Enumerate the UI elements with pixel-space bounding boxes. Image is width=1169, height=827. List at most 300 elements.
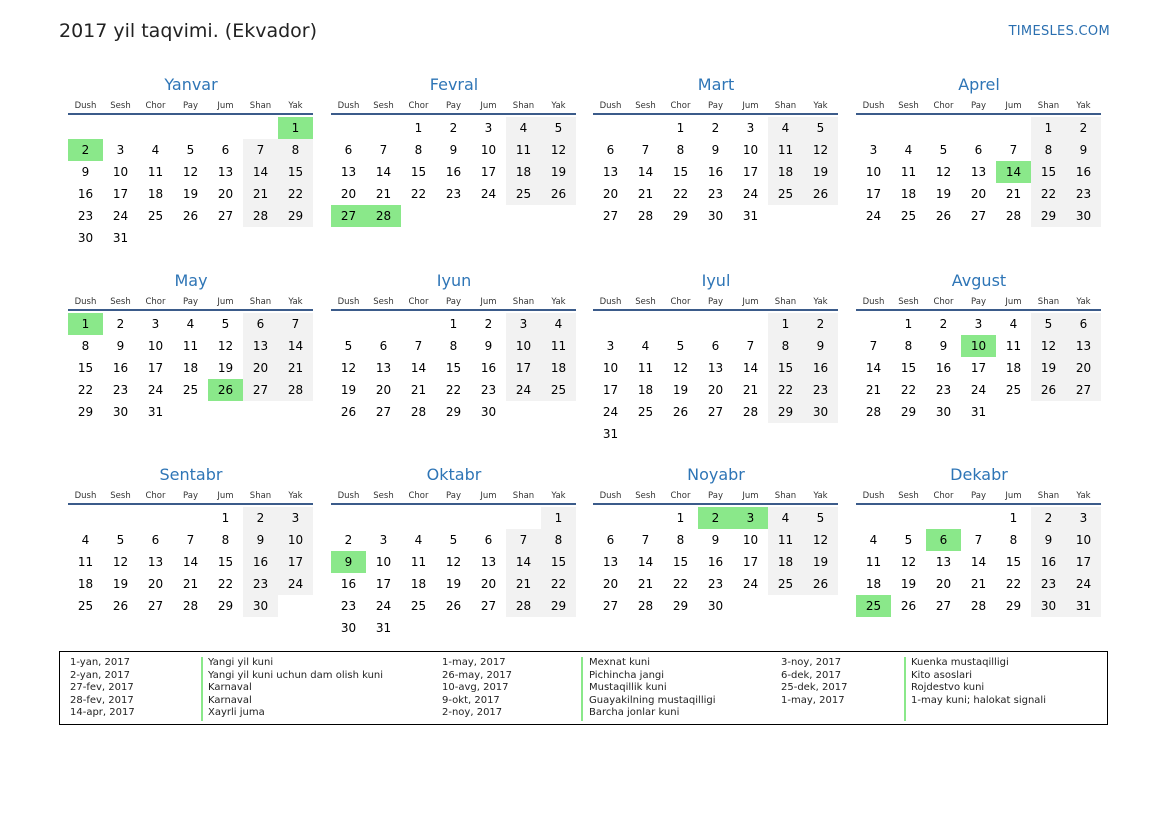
calendar-day[interactable]: 14: [637, 165, 654, 179]
calendar-day[interactable]: 29: [768, 401, 803, 423]
calendar-day[interactable]: 31: [742, 209, 759, 223]
calendar-day[interactable]: 16: [480, 361, 497, 375]
calendar-day[interactable]: 24: [602, 405, 619, 419]
calendar-day[interactable]: 22: [77, 383, 94, 397]
calendar-day[interactable]: 6: [221, 143, 230, 157]
calendar-day[interactable]: 14: [865, 361, 882, 375]
calendar-day[interactable]: 8: [676, 143, 685, 157]
calendar-day[interactable]: 1: [676, 121, 685, 135]
calendar-day[interactable]: 9: [939, 339, 948, 353]
calendar-day[interactable]: 7: [641, 533, 650, 547]
calendar-day[interactable]: 14: [182, 555, 199, 569]
calendar-day[interactable]: 15: [445, 361, 462, 375]
calendar-day[interactable]: 4: [869, 533, 878, 547]
calendar-day[interactable]: 24: [278, 573, 313, 595]
calendar-day[interactable]: 25: [768, 183, 803, 205]
calendar-day[interactable]: 7: [243, 139, 278, 161]
calendar-day[interactable]: 2: [1031, 507, 1066, 529]
calendar-day[interactable]: 8: [81, 339, 90, 353]
calendar-day[interactable]: 1: [1031, 117, 1066, 139]
calendar-day[interactable]: 31: [602, 427, 619, 441]
calendar-day[interactable]: 20: [375, 383, 392, 397]
calendar-day[interactable]: 10: [147, 339, 164, 353]
calendar-day[interactable]: 23: [935, 383, 952, 397]
calendar-day[interactable]: 13: [147, 555, 164, 569]
calendar-day[interactable]: 16: [1066, 161, 1101, 183]
calendar-day[interactable]: 26: [112, 599, 129, 613]
calendar-day[interactable]: 12: [340, 361, 357, 375]
calendar-day[interactable]: 11: [1005, 339, 1022, 353]
calendar-day[interactable]: 11: [506, 139, 541, 161]
calendar-day[interactable]: 7: [414, 339, 423, 353]
calendar-day[interactable]: 5: [803, 507, 838, 529]
calendar-day[interactable]: 22: [672, 577, 689, 591]
calendar-day[interactable]: 6: [974, 143, 983, 157]
calendar-day[interactable]: 8: [1009, 533, 1018, 547]
calendar-day[interactable]: 11: [900, 165, 917, 179]
calendar-day[interactable]: 13: [340, 165, 357, 179]
calendar-day[interactable]: 11: [182, 339, 199, 353]
calendar-day[interactable]: 4: [151, 143, 160, 157]
calendar-day[interactable]: 22: [672, 187, 689, 201]
calendar-day[interactable]: 29: [672, 599, 689, 613]
calendar-day[interactable]: 21: [1005, 187, 1022, 201]
calendar-day[interactable]: 29: [900, 405, 917, 419]
calendar-day[interactable]: 27: [480, 599, 497, 613]
calendar-day[interactable]: 27: [602, 599, 619, 613]
calendar-day[interactable]: 30: [707, 209, 724, 223]
calendar-day[interactable]: 11: [541, 335, 576, 357]
calendar-day[interactable]: 13: [602, 555, 619, 569]
calendar-day[interactable]: 23: [340, 599, 357, 613]
calendar-day[interactable]: 7: [278, 313, 313, 335]
calendar-day[interactable]: 21: [410, 383, 427, 397]
calendar-day[interactable]: 5: [1031, 313, 1066, 335]
calendar-day[interactable]: 23: [112, 383, 129, 397]
calendar-day[interactable]: 30: [935, 405, 952, 419]
calendar-day[interactable]: 7: [869, 339, 878, 353]
calendar-day[interactable]: 18: [506, 161, 541, 183]
calendar-day[interactable]: 13: [707, 361, 724, 375]
calendar-day[interactable]: 16: [77, 187, 94, 201]
calendar-day[interactable]: 25: [768, 573, 803, 595]
calendar-day[interactable]: 12: [182, 165, 199, 179]
calendar-day[interactable]: 8: [676, 533, 685, 547]
calendar-day[interactable]: 23: [1066, 183, 1101, 205]
calendar-day[interactable]: 20: [217, 187, 234, 201]
calendar-day[interactable]: 28: [410, 405, 427, 419]
calendar-day[interactable]: 16: [707, 555, 724, 569]
calendar-day[interactable]: 24: [147, 383, 164, 397]
calendar-day[interactable]: 20: [147, 577, 164, 591]
calendar-day[interactable]: 6: [606, 143, 615, 157]
calendar-day[interactable]: 25: [506, 183, 541, 205]
calendar-day[interactable]: 16: [935, 361, 952, 375]
calendar-day[interactable]: 2: [1066, 117, 1101, 139]
calendar-day[interactable]: 20: [480, 577, 497, 591]
calendar-day[interactable]: 28: [506, 595, 541, 617]
calendar-day[interactable]: 15: [1031, 161, 1066, 183]
calendar-day[interactable]: 21: [375, 187, 392, 201]
calendar-day[interactable]: 1: [449, 317, 458, 331]
calendar-day[interactable]: 17: [375, 577, 392, 591]
calendar-day[interactable]: 15: [672, 165, 689, 179]
calendar-day[interactable]: 4: [186, 317, 195, 331]
calendar-day[interactable]: 12: [672, 361, 689, 375]
calendar-day[interactable]: 20: [970, 187, 987, 201]
calendar-day[interactable]: 12: [541, 139, 576, 161]
calendar-day[interactable]: 6: [711, 339, 720, 353]
calendar-day[interactable]: 14: [375, 165, 392, 179]
calendar-day[interactable]: 3: [746, 121, 755, 135]
calendar-day[interactable]: 16: [1031, 551, 1066, 573]
calendar-day[interactable]: 5: [116, 533, 125, 547]
calendar-day[interactable]: 19: [541, 161, 576, 183]
calendar-day[interactable]: 10: [480, 143, 497, 157]
calendar-day[interactable]: 29: [278, 205, 313, 227]
calendar-day[interactable]: 17: [480, 165, 497, 179]
calendar-day[interactable]: 25: [541, 379, 576, 401]
calendar-day[interactable]: 29: [672, 209, 689, 223]
calendar-day[interactable]: 1: [904, 317, 913, 331]
calendar-day[interactable]: 9: [484, 339, 493, 353]
calendar-day[interactable]: 6: [379, 339, 388, 353]
calendar-day[interactable]: 29: [1005, 599, 1022, 613]
holiday-day[interactable]: 26: [208, 379, 243, 401]
holiday-day[interactable]: 1: [68, 313, 103, 335]
calendar-day[interactable]: 31: [147, 405, 164, 419]
calendar-day[interactable]: 13: [970, 165, 987, 179]
calendar-day[interactable]: 24: [742, 187, 759, 201]
calendar-day[interactable]: 7: [506, 529, 541, 551]
calendar-day[interactable]: 20: [602, 187, 619, 201]
calendar-day[interactable]: 28: [742, 405, 759, 419]
calendar-day[interactable]: 26: [1031, 379, 1066, 401]
calendar-day[interactable]: 3: [1066, 507, 1101, 529]
calendar-day[interactable]: 29: [1031, 205, 1066, 227]
calendar-day[interactable]: 19: [1031, 357, 1066, 379]
calendar-day[interactable]: 7: [186, 533, 195, 547]
calendar-day[interactable]: 3: [484, 121, 493, 135]
calendar-day[interactable]: 22: [410, 187, 427, 201]
calendar-day[interactable]: 8: [1031, 139, 1066, 161]
calendar-day[interactable]: 11: [768, 139, 803, 161]
calendar-day[interactable]: 11: [768, 529, 803, 551]
calendar-day[interactable]: 4: [81, 533, 90, 547]
calendar-day[interactable]: 12: [803, 139, 838, 161]
calendar-day[interactable]: 3: [379, 533, 388, 547]
calendar-day[interactable]: 27: [1066, 379, 1101, 401]
calendar-day[interactable]: 27: [707, 405, 724, 419]
calendar-day[interactable]: 24: [112, 209, 129, 223]
calendar-day[interactable]: 24: [742, 577, 759, 591]
calendar-day[interactable]: 23: [707, 577, 724, 591]
calendar-day[interactable]: 24: [970, 383, 987, 397]
calendar-day[interactable]: 20: [1066, 357, 1101, 379]
calendar-day[interactable]: 2: [116, 317, 125, 331]
holiday-day[interactable]: 9: [331, 551, 366, 573]
calendar-day[interactable]: 22: [768, 379, 803, 401]
calendar-day[interactable]: 7: [746, 339, 755, 353]
calendar-day[interactable]: 12: [900, 555, 917, 569]
calendar-day[interactable]: 29: [445, 405, 462, 419]
calendar-day[interactable]: 26: [900, 599, 917, 613]
calendar-day[interactable]: 15: [1005, 555, 1022, 569]
calendar-day[interactable]: 1: [221, 511, 230, 525]
calendar-day[interactable]: 17: [278, 551, 313, 573]
calendar-day[interactable]: 4: [904, 143, 913, 157]
calendar-day[interactable]: 3: [869, 143, 878, 157]
holiday-day[interactable]: 6: [926, 529, 961, 551]
calendar-day[interactable]: 9: [81, 165, 90, 179]
calendar-day[interactable]: 29: [77, 405, 94, 419]
calendar-day[interactable]: 3: [116, 143, 125, 157]
calendar-day[interactable]: 7: [379, 143, 388, 157]
calendar-day[interactable]: 11: [637, 361, 654, 375]
calendar-day[interactable]: 30: [1066, 205, 1101, 227]
calendar-day[interactable]: 11: [410, 555, 427, 569]
calendar-day[interactable]: 28: [637, 599, 654, 613]
calendar-day[interactable]: 17: [970, 361, 987, 375]
calendar-day[interactable]: 16: [707, 165, 724, 179]
calendar-day[interactable]: 30: [243, 595, 278, 617]
calendar-day[interactable]: 15: [410, 165, 427, 179]
calendar-day[interactable]: 8: [414, 143, 423, 157]
calendar-day[interactable]: 22: [1005, 577, 1022, 591]
calendar-day[interactable]: 26: [935, 209, 952, 223]
holiday-day[interactable]: 27: [331, 205, 366, 227]
calendar-day[interactable]: 25: [1005, 383, 1022, 397]
calendar-day[interactable]: 17: [602, 383, 619, 397]
calendar-day[interactable]: 18: [147, 187, 164, 201]
calendar-day[interactable]: 23: [77, 209, 94, 223]
calendar-day[interactable]: 16: [445, 165, 462, 179]
calendar-day[interactable]: 6: [1066, 313, 1101, 335]
calendar-day[interactable]: 10: [742, 533, 759, 547]
calendar-day[interactable]: 30: [112, 405, 129, 419]
calendar-day[interactable]: 14: [637, 555, 654, 569]
holiday-day[interactable]: 2: [68, 139, 103, 161]
calendar-day[interactable]: 7: [641, 143, 650, 157]
calendar-day[interactable]: 14: [970, 555, 987, 569]
calendar-day[interactable]: 27: [970, 209, 987, 223]
calendar-day[interactable]: 13: [1066, 335, 1101, 357]
calendar-day[interactable]: 28: [1005, 209, 1022, 223]
calendar-day[interactable]: 12: [803, 529, 838, 551]
calendar-day[interactable]: 26: [445, 599, 462, 613]
calendar-day[interactable]: 23: [707, 187, 724, 201]
calendar-day[interactable]: 27: [375, 405, 392, 419]
calendar-day[interactable]: 24: [506, 379, 541, 401]
calendar-day[interactable]: 14: [278, 335, 313, 357]
calendar-day[interactable]: 23: [445, 187, 462, 201]
calendar-day[interactable]: 27: [217, 209, 234, 223]
calendar-day[interactable]: 4: [414, 533, 423, 547]
calendar-day[interactable]: 19: [112, 577, 129, 591]
calendar-day[interactable]: 24: [865, 209, 882, 223]
calendar-day[interactable]: 18: [77, 577, 94, 591]
calendar-day[interactable]: 15: [900, 361, 917, 375]
calendar-day[interactable]: 21: [742, 383, 759, 397]
calendar-day[interactable]: 1: [1009, 511, 1018, 525]
calendar-day[interactable]: 5: [186, 143, 195, 157]
calendar-day[interactable]: 30: [480, 405, 497, 419]
calendar-day[interactable]: 26: [803, 183, 838, 205]
calendar-day[interactable]: 27: [602, 209, 619, 223]
calendar-day[interactable]: 19: [803, 551, 838, 573]
calendar-day[interactable]: 10: [602, 361, 619, 375]
calendar-day[interactable]: 4: [541, 313, 576, 335]
holiday-day[interactable]: 28: [366, 205, 401, 227]
calendar-day[interactable]: 21: [278, 357, 313, 379]
calendar-day[interactable]: 31: [1066, 595, 1101, 617]
calendar-day[interactable]: 17: [112, 187, 129, 201]
calendar-day[interactable]: 23: [803, 379, 838, 401]
holiday-day[interactable]: 10: [961, 335, 996, 357]
calendar-day[interactable]: 31: [970, 405, 987, 419]
calendar-day[interactable]: 10: [375, 555, 392, 569]
calendar-day[interactable]: 28: [278, 379, 313, 401]
holiday-day[interactable]: 3: [733, 507, 768, 529]
calendar-day[interactable]: 14: [410, 361, 427, 375]
calendar-day[interactable]: 13: [935, 555, 952, 569]
calendar-day[interactable]: 30: [77, 231, 94, 245]
calendar-day[interactable]: 16: [112, 361, 129, 375]
calendar-day[interactable]: 18: [410, 577, 427, 591]
calendar-day[interactable]: 19: [182, 187, 199, 201]
calendar-day[interactable]: 9: [116, 339, 125, 353]
calendar-day[interactable]: 21: [637, 577, 654, 591]
calendar-day[interactable]: 6: [484, 533, 493, 547]
calendar-day[interactable]: 25: [410, 599, 427, 613]
calendar-day[interactable]: 2: [243, 507, 278, 529]
calendar-day[interactable]: 18: [541, 357, 576, 379]
calendar-day[interactable]: 10: [865, 165, 882, 179]
calendar-day[interactable]: 10: [506, 335, 541, 357]
calendar-day[interactable]: 9: [1031, 529, 1066, 551]
calendar-day[interactable]: 23: [1031, 573, 1066, 595]
calendar-day[interactable]: 28: [970, 599, 987, 613]
calendar-day[interactable]: 16: [803, 357, 838, 379]
calendar-day[interactable]: 3: [151, 317, 160, 331]
calendar-day[interactable]: 16: [340, 577, 357, 591]
calendar-day[interactable]: 20: [707, 383, 724, 397]
calendar-day[interactable]: 14: [742, 361, 759, 375]
calendar-day[interactable]: 18: [182, 361, 199, 375]
calendar-day[interactable]: 13: [375, 361, 392, 375]
calendar-day[interactable]: 30: [1031, 595, 1066, 617]
calendar-day[interactable]: 28: [637, 209, 654, 223]
calendar-day[interactable]: 2: [344, 533, 353, 547]
calendar-day[interactable]: 17: [1066, 551, 1101, 573]
calendar-day[interactable]: 27: [243, 379, 278, 401]
calendar-day[interactable]: 13: [602, 165, 619, 179]
calendar-day[interactable]: 17: [865, 187, 882, 201]
calendar-day[interactable]: 13: [480, 555, 497, 569]
calendar-day[interactable]: 6: [344, 143, 353, 157]
calendar-day[interactable]: 31: [112, 231, 129, 245]
calendar-day[interactable]: 12: [1031, 335, 1066, 357]
calendar-day[interactable]: 15: [217, 555, 234, 569]
calendar-day[interactable]: 16: [243, 551, 278, 573]
calendar-day[interactable]: 9: [1066, 139, 1101, 161]
calendar-day[interactable]: 21: [637, 187, 654, 201]
calendar-day[interactable]: 14: [243, 161, 278, 183]
calendar-day[interactable]: 11: [147, 165, 164, 179]
calendar-day[interactable]: 5: [221, 317, 230, 331]
calendar-day[interactable]: 2: [711, 121, 720, 135]
calendar-day[interactable]: 9: [803, 335, 838, 357]
calendar-day[interactable]: 11: [865, 555, 882, 569]
calendar-day[interactable]: 18: [1005, 361, 1022, 375]
calendar-day[interactable]: 30: [803, 401, 838, 423]
calendar-day[interactable]: 5: [904, 533, 913, 547]
calendar-day[interactable]: 26: [340, 405, 357, 419]
calendar-day[interactable]: 8: [541, 529, 576, 551]
calendar-day[interactable]: 23: [480, 383, 497, 397]
calendar-day[interactable]: 1: [676, 511, 685, 525]
calendar-day[interactable]: 12: [935, 165, 952, 179]
calendar-day[interactable]: 1: [414, 121, 423, 135]
calendar-day[interactable]: 10: [1066, 529, 1101, 551]
holiday-day[interactable]: 14: [996, 161, 1031, 183]
calendar-day[interactable]: 4: [506, 117, 541, 139]
calendar-day[interactable]: 2: [939, 317, 948, 331]
calendar-day[interactable]: 25: [182, 383, 199, 397]
calendar-day[interactable]: 24: [480, 187, 497, 201]
calendar-day[interactable]: 15: [541, 551, 576, 573]
calendar-day[interactable]: 21: [865, 383, 882, 397]
calendar-day[interactable]: 30: [340, 621, 357, 635]
calendar-day[interactable]: 22: [541, 573, 576, 595]
calendar-day[interactable]: 2: [803, 313, 838, 335]
calendar-day[interactable]: 28: [243, 205, 278, 227]
calendar-day[interactable]: 9: [711, 533, 720, 547]
calendar-day[interactable]: 5: [676, 339, 685, 353]
calendar-day[interactable]: 26: [541, 183, 576, 205]
calendar-day[interactable]: 22: [1031, 183, 1066, 205]
calendar-day[interactable]: 28: [865, 405, 882, 419]
calendar-day[interactable]: 29: [541, 595, 576, 617]
calendar-day[interactable]: 27: [147, 599, 164, 613]
calendar-day[interactable]: 27: [935, 599, 952, 613]
calendar-day[interactable]: 25: [637, 405, 654, 419]
holiday-day[interactable]: 1: [278, 117, 313, 139]
calendar-day[interactable]: 25: [900, 209, 917, 223]
calendar-day[interactable]: 19: [672, 383, 689, 397]
calendar-day[interactable]: 22: [445, 383, 462, 397]
calendar-day[interactable]: 9: [449, 143, 458, 157]
calendar-day[interactable]: 18: [768, 161, 803, 183]
calendar-day[interactable]: 15: [278, 161, 313, 183]
calendar-day[interactable]: 20: [243, 357, 278, 379]
calendar-day[interactable]: 2: [449, 121, 458, 135]
calendar-day[interactable]: 5: [939, 143, 948, 157]
calendar-day[interactable]: 6: [243, 313, 278, 335]
calendar-day[interactable]: 6: [606, 533, 615, 547]
calendar-day[interactable]: 20: [602, 577, 619, 591]
calendar-day[interactable]: 17: [742, 555, 759, 569]
calendar-day[interactable]: 13: [243, 335, 278, 357]
calendar-day[interactable]: 10: [112, 165, 129, 179]
calendar-day[interactable]: 22: [217, 577, 234, 591]
calendar-day[interactable]: 4: [1009, 317, 1018, 331]
calendar-day[interactable]: 18: [637, 383, 654, 397]
calendar-day[interactable]: 21: [182, 577, 199, 591]
calendar-day[interactable]: 15: [672, 555, 689, 569]
calendar-day[interactable]: 5: [449, 533, 458, 547]
calendar-day[interactable]: 20: [935, 577, 952, 591]
